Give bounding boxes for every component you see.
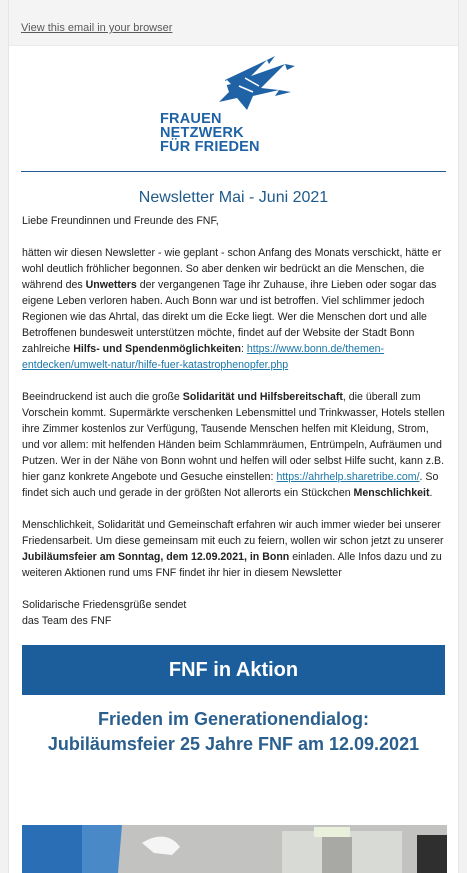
closing-line-2: das Team des FNF: [22, 615, 112, 627]
logo-line-1: FRAUEN: [160, 111, 222, 127]
email-container: [8, 0, 459, 873]
logo-line-3: FÜR FRIEDEN: [160, 139, 260, 155]
event-photo: [22, 825, 447, 873]
text-span: .: [429, 487, 433, 499]
divider: [21, 171, 446, 172]
newsletter-body: [9, 213, 458, 629]
greeting: Liebe Freundinnen und Freunde des FNF,: [22, 215, 219, 227]
fnf-in-aktion-banner: FNF in Aktion: [22, 645, 445, 695]
logo: [9, 46, 458, 171]
text-span: :: [240, 343, 247, 355]
ahrhelp-link[interactable]: https://ahrhelp.sharetribe.com/: [276, 471, 420, 483]
closing-line-1: Solidarische Friedensgrüße sendet: [22, 599, 187, 611]
text-span: Beeindruckend ist auch die große: [22, 391, 183, 403]
paragraph-jubilaeum: [22, 517, 445, 581]
text-span: Menschlichkeit, Solidarität und Gemeinschaft erfahren wir auch immer wieder bei unserer Friedensarbeit. Um diese gemeinsam mit euch zu feiern, wollen wir schon jetzt zu unserer: [22, 519, 444, 547]
text-span: . So findet sich auch und gerade in der größten Not allerorts ein Stückchen: [22, 471, 439, 499]
view-in-browser-link[interactable]: View this email in your browser: [21, 22, 173, 34]
text-span: , die überall zum Vorschein kommt. Supermärkte verschenken Lebensmittel und Trinkwasser, Hotels stellen ihre Zimmer kostenlos zur Verfügung, Tausende Menschen helfen mit Kleidung, Strom, und vor allem: mit helfenden Händen beim Schlammräumen, Entrümpeln, Aufräumen und Putzen. Wer in der Nähe von Bonn wohnt und helfen will oder selbst Hilfe sucht, kann z.B. hier ganz konkrete Angebote und Gesuche einstellen:: [22, 391, 445, 483]
bold-span: Jubiläumsfeier am Sonntag, dem 12.09.2021, in Bonn: [22, 551, 290, 563]
text-span: hätten wir diesen Newsletter - wie geplant - schon Anfang des Monats verschickt, hätte er wohl deutlich fröhlicher begonnen. So aber denken wir bedrückt an die Menschen, die während des: [22, 247, 442, 291]
event-photo-image: [22, 825, 447, 873]
bold-span: Menschlichkeit: [353, 487, 430, 499]
paragraph-unwetter: [22, 245, 445, 373]
bold-span: Solidarität und Hilfsbereitschaft: [182, 391, 343, 403]
section-heading-line-1: Frieden im Generationendialog:: [97, 709, 370, 729]
bonn-help-link[interactable]: https://www.bonn.de/themen-entdecken/umwelt-natur/hilfe-fuer-katastrophenopfer.php: [22, 343, 385, 371]
paragraph-solidaritaet: [22, 389, 445, 501]
closing: [22, 597, 445, 629]
section-heading: [9, 707, 458, 757]
logo-line-2: NETZWERK: [160, 125, 244, 141]
preheader-bar: [9, 0, 458, 46]
section-heading-line-2: Jubiläumsfeier 25 Jahre FNF am 12.09.2021: [47, 734, 420, 754]
logo-wordmark: [160, 112, 260, 154]
text-span: einladen. Alle Infos dazu und zu weiteren Aktionen rund ums FNF findet ihr hier in diesem Newsletter: [22, 551, 442, 579]
text-span: der vergangenen Tage ihr Zuhause, ihre Lieben oder sogar das eigene Leben verloren haben. Auch Bonn war und ist betroffen. Viel schlimmer jedoch Regionen wie das Ahrtal, das direkt um die Ecke liegt. Wer die Menschen dort und alle Betroffenen bundesweit unterstützen möchte, findet auf der Website der Stadt Bonn zahlreiche: [22, 279, 437, 355]
bold-span: Hilfs- und Spendenmöglichkeiten: [73, 343, 241, 355]
bold-span: Unwetters: [85, 279, 137, 291]
newsletter-title: Newsletter Mai - Juni 2021: [138, 189, 329, 206]
